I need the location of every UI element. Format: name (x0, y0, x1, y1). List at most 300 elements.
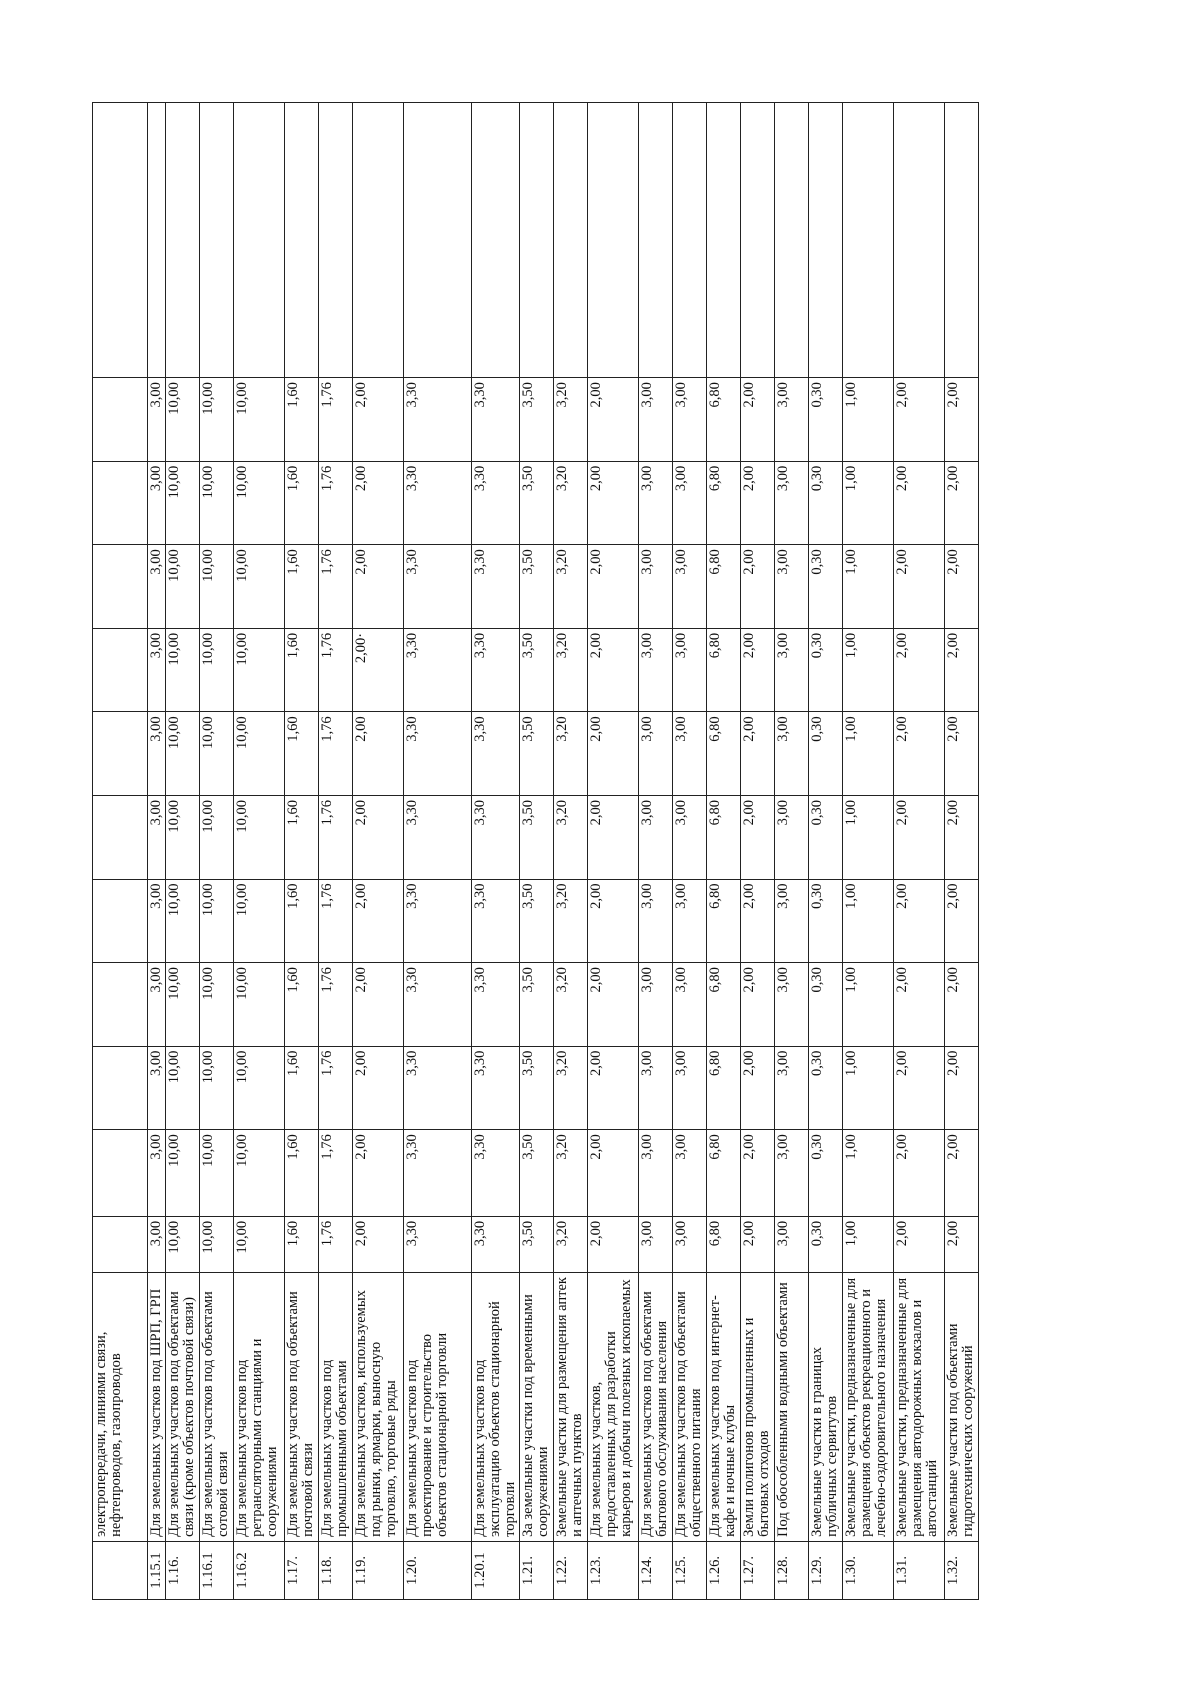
cell-value: 2,00 (894, 628, 945, 712)
cell-num: 1.21. (520, 1541, 554, 1599)
cell-value: 1,00 (843, 461, 894, 545)
cell-value: 1,76 (319, 628, 353, 712)
table-row (673, 103, 707, 1600)
cell-value: 2,00 (945, 1216, 979, 1272)
cell-value: 2,00 (588, 963, 639, 1047)
cell-spacer (404, 103, 472, 378)
cell-value: 6,80 (707, 378, 741, 462)
table-body (93, 103, 979, 1600)
cell-value: 3,20 (554, 712, 588, 796)
cell-value: 3,50 (520, 1130, 554, 1217)
cell-value: 6,80 (707, 1216, 741, 1272)
cell-value (93, 461, 148, 545)
cell-value: 1,76 (319, 879, 353, 963)
cell-value: 1,76 (319, 795, 353, 879)
cell-description: Для земельных участков под объектами сотовой связи (200, 1272, 234, 1541)
cell-value: 1,60 (285, 1130, 319, 1217)
cell-value: 3,30 (472, 378, 520, 462)
cell-description: Земельные участки под объектами гидротехнических сооружений (945, 1272, 979, 1541)
cell-value: 1,00 (843, 628, 894, 712)
cell-value: 6,80 (707, 712, 741, 796)
cell-value (93, 1046, 148, 1130)
cell-value: 3,30 (404, 628, 472, 712)
cell-value: 3,30 (472, 628, 520, 712)
cell-value: 1,60 (285, 378, 319, 462)
cell-num: 1.27. (741, 1541, 775, 1599)
cell-value (93, 712, 148, 796)
cell-num: 1.31. (894, 1541, 945, 1599)
cell-num: 1.16.1 (200, 1541, 234, 1599)
cell-value (93, 963, 148, 1047)
cell-value: 3,00 (673, 545, 707, 629)
cell-value: 1,76 (319, 712, 353, 796)
cell-value: 2,00 (353, 1216, 404, 1272)
cell-spacer (894, 103, 945, 378)
cell-value: 1,60 (285, 628, 319, 712)
cell-value: 1,76 (319, 1046, 353, 1130)
cell-value: 3,50 (520, 879, 554, 963)
cell-value: 1,76 (319, 1216, 353, 1272)
cell-value: 2,00 (945, 879, 979, 963)
cell-num: 1.20. (404, 1541, 472, 1599)
cell-value: 3,00 (775, 795, 809, 879)
cell-num: 1.19. (353, 1541, 404, 1599)
cell-description: Земельные участки в границах публичных сервитутов (809, 1272, 843, 1541)
cell-value: 2,00 (741, 378, 775, 462)
cell-value: 10,00 (234, 795, 285, 879)
cell-value: 2,00 (945, 712, 979, 796)
cell-value: 10,00 (234, 963, 285, 1047)
cell-value: 2,00 (588, 1216, 639, 1272)
cell-value: 2,00 (945, 1046, 979, 1130)
cell-num: 1.25. (673, 1541, 707, 1599)
cell-value: 3,00 (639, 545, 673, 629)
cell-value: 3,20 (554, 1216, 588, 1272)
cell-description: Земельные участки для размещения аптек и аптечных пунктов (554, 1272, 588, 1541)
cell-value: 2,00 (894, 795, 945, 879)
cell-num: 1.16.2 (234, 1541, 285, 1599)
cell-value: 3,50 (520, 378, 554, 462)
table-row (148, 103, 166, 1600)
cell-value: 10,00 (166, 378, 200, 462)
cell-value: 3,30 (472, 795, 520, 879)
cell-value: 2,00 (894, 461, 945, 545)
cell-value: 10,00 (234, 628, 285, 712)
cell-value: 1,76 (319, 378, 353, 462)
cell-value: 10,00 (234, 461, 285, 545)
cell-value: 0,30 (809, 963, 843, 1047)
cell-value: 10,00 (166, 963, 200, 1047)
cell-value: 3,30 (472, 1130, 520, 1217)
cell-value: 10,00 (234, 1130, 285, 1217)
cell-value: 0,30 (809, 1130, 843, 1217)
cell-value: 1,00 (843, 963, 894, 1047)
table-row (520, 103, 554, 1600)
table-row (554, 103, 588, 1600)
cell-description: За земельные участки под временными сооружениями (520, 1272, 554, 1541)
cell-spacer (166, 103, 200, 378)
cell-value: 3,00 (148, 963, 166, 1047)
cell-value: 3,00 (775, 1046, 809, 1130)
cell-value: 2,00 (894, 1216, 945, 1272)
cell-value: 3,50 (520, 1216, 554, 1272)
cell-value: 10,00 (200, 712, 234, 796)
cell-value: 3,20 (554, 879, 588, 963)
cell-value: 3,50 (520, 1046, 554, 1130)
cell-value: 10,00 (200, 1046, 234, 1130)
cell-value: 3,30 (404, 378, 472, 462)
cell-value: 3,50 (520, 545, 554, 629)
cell-value: 2,00 (945, 1130, 979, 1217)
cell-value: 1,00 (843, 1046, 894, 1130)
cell-value: 1,76 (319, 963, 353, 1047)
cell-value: 10,00 (234, 712, 285, 796)
cell-value: 1,00 (843, 1130, 894, 1217)
cell-value: 1,60 (285, 461, 319, 545)
cell-value (93, 795, 148, 879)
cell-value: 10,00 (234, 879, 285, 963)
cell-value: 3,30 (404, 1130, 472, 1217)
cell-value: 3,00 (148, 628, 166, 712)
cell-value: 2,00 (894, 1046, 945, 1130)
cell-value: 2,00 (588, 378, 639, 462)
cell-value: 1,60 (285, 1216, 319, 1272)
cell-value: 3,00 (775, 545, 809, 629)
cell-value: 2,00 (741, 712, 775, 796)
cell-num: 1.28. (775, 1541, 809, 1599)
table-row (588, 103, 639, 1600)
cell-value: 1,00 (843, 378, 894, 462)
cell-spacer (148, 103, 166, 378)
cell-value: 2,00 (945, 963, 979, 1047)
cell-spacer (472, 103, 520, 378)
cell-value: 3,00 (775, 1130, 809, 1217)
cell-value: 3,30 (472, 879, 520, 963)
table-row (166, 103, 200, 1600)
table-row (843, 103, 894, 1600)
cell-value: 3,00 (673, 712, 707, 796)
cell-value: 10,00 (166, 1216, 200, 1272)
cell-value: 0,30 (809, 378, 843, 462)
cell-spacer (809, 103, 843, 378)
cell-value: 3,30 (472, 963, 520, 1047)
cell-value: 3,00 (148, 1216, 166, 1272)
cell-num (93, 1541, 148, 1599)
cell-description: Земельные участки, предназначенные для размещения объектов рекреационного и лечебно-оздоровительного назначения (843, 1272, 894, 1541)
cell-value: 0,30 (809, 628, 843, 712)
cell-value: 1,60 (285, 795, 319, 879)
cell-value: 6,80 (707, 963, 741, 1047)
cell-description: Для земельных участков, предоставленных для разработки карьеров и добычи полезных ископаемых (588, 1272, 639, 1541)
cell-value: 0,30 (809, 1046, 843, 1130)
cell-value: 2,00 (741, 795, 775, 879)
cell-num: 1.16. (166, 1541, 200, 1599)
cell-value: 10,00 (200, 628, 234, 712)
rotated-table-container (92, 102, 1100, 1600)
cell-value: 3,00 (639, 1216, 673, 1272)
cell-value: 3,50 (520, 712, 554, 796)
cell-spacer (945, 103, 979, 378)
cell-value: 3,00 (148, 1130, 166, 1217)
cell-value: 2,00 (894, 712, 945, 796)
cell-value: 6,80 (707, 628, 741, 712)
cell-value: 3,00 (775, 712, 809, 796)
cell-value: 3,30 (472, 1046, 520, 1130)
cell-value: 2,00 (741, 879, 775, 963)
cell-num: 1.22. (554, 1541, 588, 1599)
cell-spacer (554, 103, 588, 378)
table-row (894, 103, 945, 1600)
cell-value: 3,30 (404, 879, 472, 963)
table-row (809, 103, 843, 1600)
cell-value (93, 879, 148, 963)
cell-value: 10,00 (234, 1046, 285, 1130)
cell-value: 2,00 (741, 628, 775, 712)
cell-value: 1,60 (285, 712, 319, 796)
cell-value: 10,00 (166, 795, 200, 879)
cell-value: 10,00 (166, 1130, 200, 1217)
table-row (775, 103, 809, 1600)
cell-value: 3,20 (554, 628, 588, 712)
cell-value: 1,00 (843, 1216, 894, 1272)
cell-value: 3,30 (472, 1216, 520, 1272)
cell-value: 2,00 (353, 545, 404, 629)
cell-value: 2,00 (741, 1216, 775, 1272)
cell-value: 6,80 (707, 1046, 741, 1130)
cell-value: 3,00 (673, 963, 707, 1047)
cell-spacer (639, 103, 673, 378)
cell-description: Для земельных участков под объектами бытового обслуживания населения (639, 1272, 673, 1541)
cell-value: 3,00 (673, 461, 707, 545)
cell-value: 3,00 (639, 1046, 673, 1130)
cell-value: 2,00 (894, 545, 945, 629)
cell-spacer (673, 103, 707, 378)
cell-value: 3,30 (404, 1046, 472, 1130)
cell-value: 10,00 (200, 795, 234, 879)
cell-value: 3,00 (775, 963, 809, 1047)
cell-value: 3,30 (404, 1216, 472, 1272)
cell-value: 3,30 (472, 545, 520, 629)
cell-value: 3,00 (673, 628, 707, 712)
cell-value: 3,20 (554, 1130, 588, 1217)
cell-value: 2,00 (588, 1046, 639, 1130)
cell-value: 2,00 (588, 1130, 639, 1217)
cell-value: 3,00 (775, 461, 809, 545)
cell-num: 1.20.1 (472, 1541, 520, 1599)
cell-value (93, 628, 148, 712)
cell-value: 2,00 (353, 1130, 404, 1217)
cell-value: 2,00 (353, 461, 404, 545)
cell-value: 1,60 (285, 1046, 319, 1130)
table-row (472, 103, 520, 1600)
cell-value: 1,60 (285, 963, 319, 1047)
cell-value: 10,00 (200, 1216, 234, 1272)
cell-num: 1.18. (319, 1541, 353, 1599)
cell-value: 3,50 (520, 795, 554, 879)
cell-value: 2,00 (741, 545, 775, 629)
cell-value: 3,30 (404, 461, 472, 545)
cell-value: 2,00 (894, 1130, 945, 1217)
cell-num: 1.23. (588, 1541, 639, 1599)
cell-spacer (93, 103, 148, 378)
cell-value: 2,00 (588, 795, 639, 879)
cell-value: 3,00 (775, 628, 809, 712)
cell-value: 3,00 (639, 1130, 673, 1217)
cell-value: 3,20 (554, 461, 588, 545)
cell-value: 3,20 (554, 963, 588, 1047)
cell-value: 0,30 (809, 712, 843, 796)
cell-description: электропередачи, линиями связи, нефтепроводов, газопроводов (93, 1272, 148, 1541)
cell-value: 3,30 (404, 545, 472, 629)
cell-value: 2,00 (894, 963, 945, 1047)
cell-value: 3,20 (554, 795, 588, 879)
cell-value: 3,00 (775, 879, 809, 963)
cell-value: 2,00 (588, 712, 639, 796)
cell-num: 1.32. (945, 1541, 979, 1599)
cell-value: 3,50 (520, 963, 554, 1047)
cell-value: 2,00 (588, 545, 639, 629)
cell-description: Для земельных участков под эксплуатацию объектов стационарной торговли (472, 1272, 520, 1541)
table-row (319, 103, 353, 1600)
cell-value: 3,00 (639, 378, 673, 462)
cell-value: 10,00 (166, 545, 200, 629)
cell-value: 3,30 (404, 963, 472, 1047)
cell-value: 1,00 (843, 879, 894, 963)
cell-value: 1,00 (843, 545, 894, 629)
cell-value: 2,00 (588, 461, 639, 545)
cell-value: 3,20 (554, 545, 588, 629)
cell-description: Под обособленными водными объектами (775, 1272, 809, 1541)
cell-value: 3,30 (404, 795, 472, 879)
cell-spacer (775, 103, 809, 378)
table-row (945, 103, 979, 1600)
cell-value: 3,50 (520, 628, 554, 712)
cell-value: 10,00 (200, 1130, 234, 1217)
cell-value: 3,00 (639, 628, 673, 712)
cell-value: 3,00 (673, 879, 707, 963)
cell-value: 3,00 (148, 1046, 166, 1130)
cell-value: 2,00 (945, 628, 979, 712)
cell-value: 6,80 (707, 545, 741, 629)
cell-value: 3,00 (673, 1216, 707, 1272)
cell-value: 2,00 (588, 879, 639, 963)
cell-value: 2,00 (945, 545, 979, 629)
cell-value: 10,00 (234, 1216, 285, 1272)
cell-spacer (353, 103, 404, 378)
cell-value: 2,00 (353, 879, 404, 963)
cell-description: Земли полигонов промышленных и бытовых отходов (741, 1272, 775, 1541)
cell-value: 1,00 (843, 795, 894, 879)
cell-value: 3,00 (639, 795, 673, 879)
cell-value: 3,00 (673, 795, 707, 879)
cell-value: 3,50 (520, 461, 554, 545)
table-row-continuation (93, 103, 148, 1600)
table-row (639, 103, 673, 1600)
cell-value: 3,00 (148, 461, 166, 545)
table-row (404, 103, 472, 1600)
cell-value: 6,80 (707, 1130, 741, 1217)
cell-value: 2,00 (945, 461, 979, 545)
cell-description: Для земельных участков под проектирование и строительство объектов стационарной торговли (404, 1272, 472, 1541)
cell-value: 2,00 (894, 378, 945, 462)
cell-value: 3,30 (472, 461, 520, 545)
table-row (234, 103, 285, 1600)
cell-description: Для земельных участков, используемых под рынки, ярмарки, выносную торговлю, торговые ряды (353, 1272, 404, 1541)
cell-value (93, 1130, 148, 1217)
rates-table (92, 102, 979, 1600)
cell-value: 1,00 (843, 712, 894, 796)
cell-value: 10,00 (166, 879, 200, 963)
cell-value: 3,00 (639, 963, 673, 1047)
cell-value: 3,00 (148, 795, 166, 879)
cell-value: 3,00 (148, 879, 166, 963)
cell-value: 10,00 (166, 1046, 200, 1130)
table-row (707, 103, 741, 1600)
cell-value: 3,20 (554, 378, 588, 462)
cell-value: 6,80 (707, 461, 741, 545)
cell-description: Для земельных участков под объектами общественного питания (673, 1272, 707, 1541)
cell-num: 1.15.1 (148, 1541, 166, 1599)
cell-spacer (741, 103, 775, 378)
cell-num: 1.26. (707, 1541, 741, 1599)
cell-value: 10,00 (166, 461, 200, 545)
cell-value: 2,00· (353, 628, 404, 712)
cell-spacer (520, 103, 554, 378)
cell-value: 10,00 (200, 545, 234, 629)
cell-spacer (234, 103, 285, 378)
cell-description: Для земельных участков под ретрансляторными станциями и сооружениями (234, 1272, 285, 1541)
cell-value: 1,60 (285, 545, 319, 629)
cell-num: 1.24. (639, 1541, 673, 1599)
cell-value: 10,00 (234, 378, 285, 462)
cell-value (93, 378, 148, 462)
cell-spacer (588, 103, 639, 378)
cell-spacer (319, 103, 353, 378)
cell-num: 1.30. (843, 1541, 894, 1599)
cell-num: 1.17. (285, 1541, 319, 1599)
cell-description: Для земельных участков под объектами связи (кроме объектов почтовой связи) (166, 1272, 200, 1541)
cell-value: 2,00 (353, 1046, 404, 1130)
cell-value: 10,00 (234, 545, 285, 629)
cell-description: Для земельных участков под ШРП, ГРП (148, 1272, 166, 1541)
table-row (353, 103, 404, 1600)
cell-value: 2,00 (588, 628, 639, 712)
cell-value: 0,30 (809, 545, 843, 629)
cell-description: Для земельных участков под объектами почтовой связи (285, 1272, 319, 1541)
cell-value: 2,00 (353, 795, 404, 879)
cell-value: 1,76 (319, 1130, 353, 1217)
cell-value: 3,00 (775, 1216, 809, 1272)
table-row (285, 103, 319, 1600)
cell-description: Для земельных участков под интернет-кафе и ночные клубы (707, 1272, 741, 1541)
cell-value: 0,30 (809, 879, 843, 963)
cell-description: Земельные участки, предназначенные для размещения автодорожных вокзалов и автостанций (894, 1272, 945, 1541)
cell-value: 1,76 (319, 461, 353, 545)
cell-spacer (707, 103, 741, 378)
cell-value: 2,00 (945, 795, 979, 879)
cell-value: 2,00 (741, 963, 775, 1047)
cell-value: 1,60 (285, 879, 319, 963)
cell-value: 3,00 (148, 378, 166, 462)
cell-value: 3,00 (673, 378, 707, 462)
cell-value: 3,30 (472, 712, 520, 796)
cell-spacer (200, 103, 234, 378)
cell-value: 2,00 (353, 712, 404, 796)
cell-value: 1,76 (319, 545, 353, 629)
cell-value: 3,00 (148, 545, 166, 629)
cell-spacer (843, 103, 894, 378)
cell-value: 3,00 (775, 378, 809, 462)
